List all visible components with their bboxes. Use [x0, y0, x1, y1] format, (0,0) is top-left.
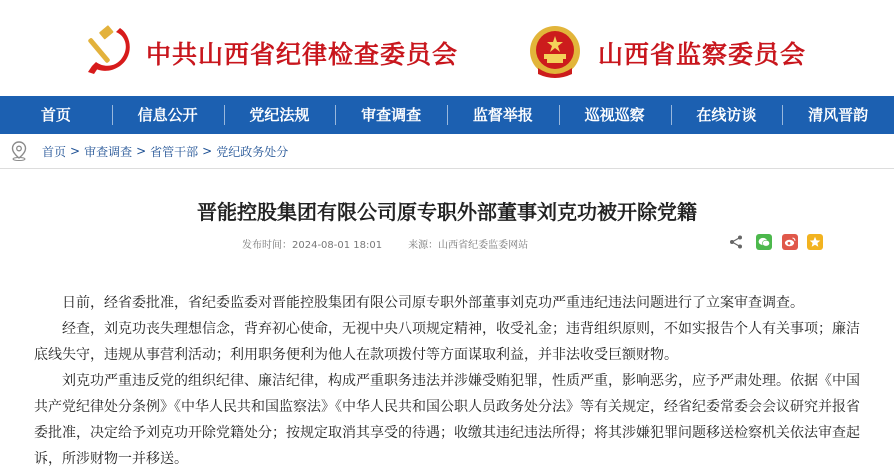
party-emblem-icon — [86, 22, 136, 76]
nav-item-inspection[interactable]: 巡视巡察 — [559, 96, 671, 134]
breadcrumb-disciplinary-action[interactable]: 党纪政务处分 — [216, 144, 289, 159]
weibo-icon — [784, 237, 796, 247]
weibo-share-button[interactable] — [782, 234, 798, 250]
nav-item-online-interview[interactable]: 在线访谈 — [671, 96, 783, 134]
breadcrumb-separator: > — [70, 144, 81, 158]
org-title-left: 中共山西省纪律检查委员会 — [146, 40, 459, 69]
share-icon[interactable] — [728, 234, 744, 250]
breadcrumb-investigation[interactable]: 审查调查 — [84, 144, 133, 159]
nav-item-home[interactable]: 首页 — [40, 106, 71, 124]
nav-item-regulations[interactable]: 党纪法规 — [224, 96, 336, 134]
breadcrumb-provincial-cadres[interactable]: 省管干部 — [150, 144, 199, 159]
article-title: 晋能控股集团有限公司原专职外部董事刘克功被开除党籍 — [197, 200, 697, 224]
national-emblem-icon — [528, 24, 582, 80]
wechat-icon — [758, 237, 770, 247]
publish-time: 发布时间：2024-08-01 18:01 — [242, 240, 383, 251]
nav-item-report[interactable]: 监督举报 — [447, 96, 559, 134]
nav-item-info-disclosure[interactable]: 信息公开 — [112, 96, 224, 134]
org-title-right: 山西省监察委员会 — [598, 40, 807, 69]
nav-item-qingfeng[interactable]: 清风晋韵 — [782, 96, 894, 134]
article-paragraph: 经查，刘克功丧失理想信念，背弃初心使命，无视中央八项规定精神，收受礼金；违背组织原则，不如实报告个人有关事项；廉洁底线失守，违规从事营利活动；利用职务便利为他人在款项拨付等方面谋取利益，并非法收受巨额财物。 — [34, 321, 860, 363]
qzone-share-button[interactable] — [807, 234, 823, 250]
breadcrumb — [10, 140, 288, 162]
location-pin-icon — [10, 141, 28, 161]
main-nav — [0, 96, 894, 134]
nav-item-investigation[interactable]: 审查调查 — [335, 96, 447, 134]
article-body — [34, 290, 860, 472]
article-paragraph: 日前，经省委批准，省纪委监委对晋能控股集团有限公司原专职外部董事刘克功严重违纪违法问题进行了立案审查调查。 — [62, 295, 804, 311]
wechat-share-button[interactable] — [756, 234, 772, 250]
article-source: 来源：山西省纪委监委网站 — [408, 240, 529, 251]
breadcrumb-separator: > — [202, 144, 213, 158]
divider — [0, 168, 894, 169]
article-paragraph: 刘克功严重违反党的组织纪律、廉洁纪律，构成严重职务违法并涉嫌受贿犯罪，性质严重，影响恶劣，应予严肃处理。依据《中国共产党纪律处分条例》《中华人民共和国监察法》《中华人民共和国公职人员政务处分法》等有关规定，经省纪委常委会会议研究并报省委批准，决定给予刘克功开除党籍处分；按规定取消其享受的待遇；收缴其违纪违法所得；将其涉嫌犯罪问题移送检察机关依法审查起诉，所涉财物一并移送。 — [34, 373, 860, 467]
qzone-icon — [809, 236, 821, 248]
article-meta — [242, 236, 530, 251]
breadcrumb-home[interactable]: 首页 — [42, 144, 67, 159]
breadcrumb-separator: > — [136, 144, 147, 158]
site-header — [0, 0, 894, 96]
